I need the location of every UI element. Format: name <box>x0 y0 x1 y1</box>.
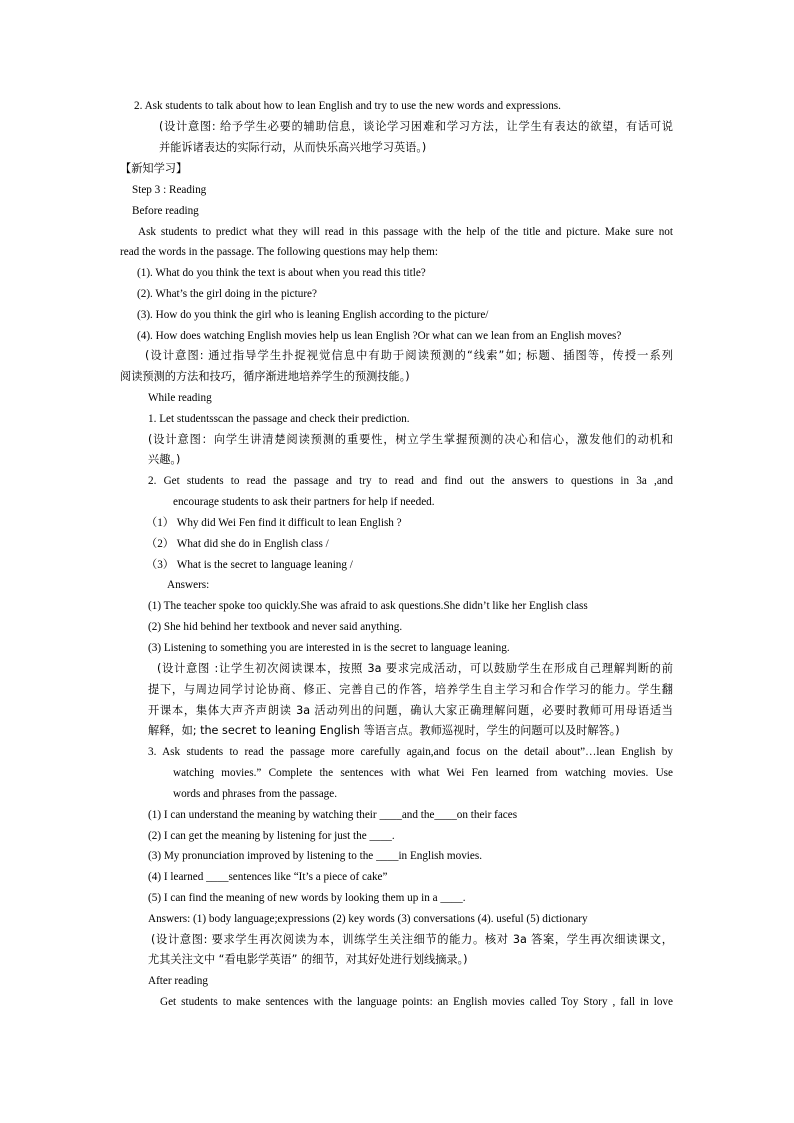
question-4: (4). How does watching English movies help us lean English ?Or what can we lean from an English moves? <box>137 330 622 342</box>
while-task-1: 1. Let studentsscan the passage and check their prediction. <box>148 413 410 425</box>
design-intent-4: (设计意图 :让学生初次阅读课本，按照 3a 要求完成活动，可以鼓励学生在形成自己理解判断的前 <box>157 662 673 675</box>
design-intent-4-cont-1: 提下，与周边同学讨论协商、修正、完善自己的作答，培养学生自主学习和合作学习的能力。学生翻 <box>148 683 673 696</box>
design-intent-3-cont: 兴趣。) <box>148 453 181 466</box>
fill-sentence-1: (1) I can understand the meaning by watching their ____and the____on their faces <box>148 809 518 821</box>
section-heading-new-learning: 【新知学习】 <box>120 162 188 175</box>
while-task-3: 3. Ask students to read the passage more carefully again,and focus on the detail about”…lean English by <box>148 746 673 758</box>
before-reading-heading: Before reading <box>132 205 199 217</box>
answer-2: (2) She hid behind her textbook and never said anything. <box>148 621 403 633</box>
design-intent-1: (设计意图: 给予学生必要的辅助信息，谈论学习困难和学习方法，让学生有表达的欲望，有话可说 <box>159 120 673 133</box>
after-reading-task: Get students to make sentences with the language points: an English movies called Toy Story , fall in love <box>160 996 673 1008</box>
answer-3: (3) Listening to something you are interested in is the secret to language leaning. <box>148 642 510 654</box>
question-1: (1). What do you think the text is about when you read this title? <box>137 267 426 279</box>
step-3-heading: Step 3 : Reading <box>132 184 207 196</box>
fill-sentence-3: (3) My pronunciation improved by listening to the ____in English movies. <box>148 850 483 862</box>
design-intent-2-cont: 阅读预测的方法和技巧，循序渐进地培养学生的预测技能。) <box>120 370 410 383</box>
predict-instruction: Ask students to predict what they will read in this passage with the help of the title and picture. Make sure not <box>138 226 673 238</box>
reading-question-1: （1） Why did Wei Fen find it difficult to lean English ? <box>146 517 402 529</box>
while-task-3-cont-2: words and phrases from the passage. <box>173 788 338 800</box>
question-3: (3). How do you think the girl who is leaning English according to the picture/ <box>137 309 489 321</box>
predict-instruction-cont: read the words in the passage. The following questions may help them: <box>120 246 438 258</box>
while-task-2-cont: encourage students to ask their partners for help if needed. <box>173 496 435 508</box>
reading-question-3: （3） What is the secret to language leaning / <box>146 559 353 571</box>
while-reading-heading: While reading <box>148 392 212 404</box>
fill-answers: Answers: (1) body language;expressions (2) key words (3) conversations (4). useful (5) dictionary <box>148 913 588 925</box>
reading-question-2: （2） What did she do in English class / <box>146 538 329 550</box>
question-2: (2). What’s the girl doing in the picture? <box>137 288 317 300</box>
answers-label: Answers: <box>167 579 210 591</box>
fill-sentence-4: (4) I learned ____sentences like “It’s a piece of cake” <box>148 871 388 883</box>
design-intent-5: (设计意图: 要求学生再次阅读为本，训练学生关注细节的能力。核对 3a 答案，学生再次细读课文， <box>151 933 673 946</box>
design-intent-1-cont: 并能诉诸表达的实际行动，从而快乐高兴地学习英语。) <box>159 141 427 154</box>
while-task-2: 2. Get students to read the passage and try to read and find out the answers to questions in 3a ,and <box>148 475 673 487</box>
design-intent-5-cont: 尤其关注文中 “看电影学英语” 的细节，对其好处进行划线摘录。) <box>148 953 468 966</box>
fill-sentence-5: (5) I can find the meaning of new words by looking them up in a ____. <box>148 892 466 904</box>
fill-sentence-2: (2) I can get the meaning by listening for just the ____. <box>148 830 395 842</box>
design-intent-2: (设计意图: 通过指导学生扑捉视觉信息中有助于阅读预测的“线索”如; 标题、插图等，传授一系列 <box>145 349 673 362</box>
design-intent-4-cont-3: 解释，如; the secret to leaning English 等语言点。教师巡视时，学生的问题可以及时解答。) <box>148 724 620 737</box>
task-2-talk: 2. Ask students to talk about how to lean English and try to use the new words and expressions. <box>134 100 561 112</box>
while-task-3-cont-1: watching movies.” Complete the sentences with what Wei Fen learned from watching movies. Use <box>173 767 673 779</box>
design-intent-3: (设计意图：向学生讲清楚阅读预测的重要性，树立学生掌握预测的决心和信心，激发他们的动机和 <box>148 433 673 446</box>
design-intent-4-cont-2: 开课本，集体大声齐声朗读 3a 活动列出的问题，确认大家正确理解问题，必要时教师可用母语适当 <box>148 704 673 717</box>
answer-1: (1) The teacher spoke too quickly.She was afraid to ask questions.She didn’t like her English class <box>148 600 588 612</box>
after-reading-heading: After reading <box>148 975 208 987</box>
